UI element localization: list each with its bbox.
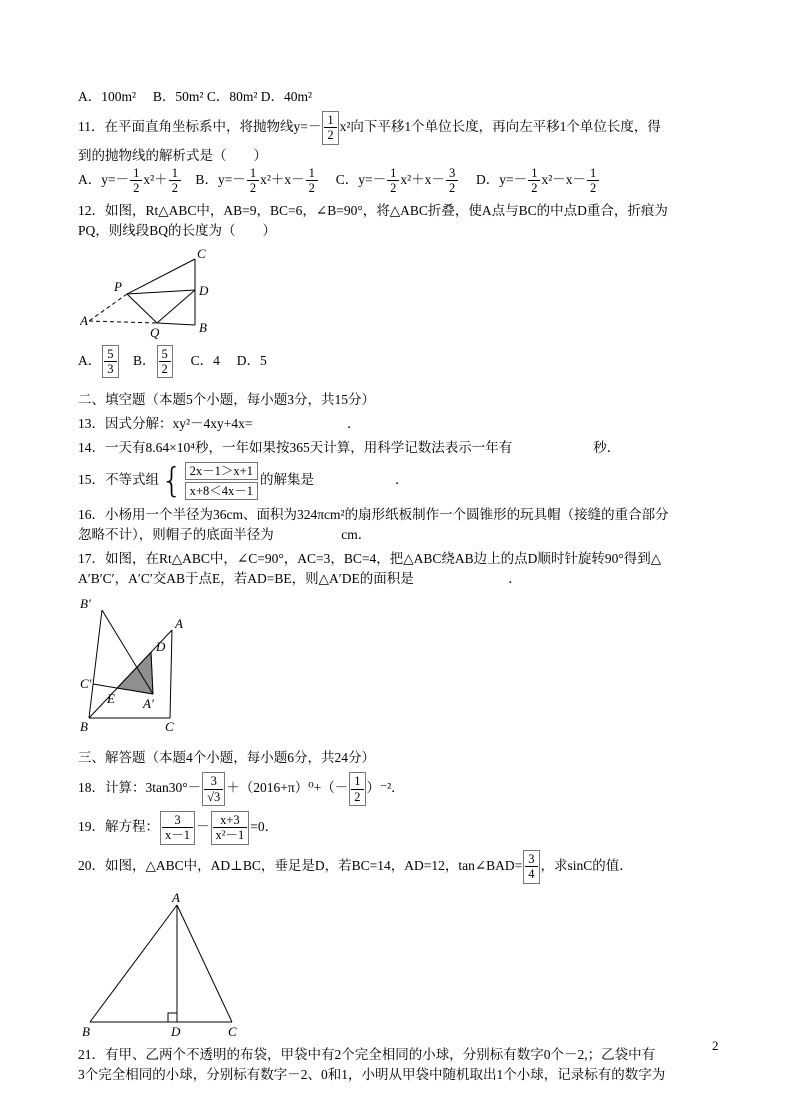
fraction-numerator: 1 [590,165,597,180]
point-label-D: D [171,1023,181,1039]
point-label-B-prime: B′ [80,596,91,612]
q12-options [78,345,723,379]
edge-CP [127,259,195,294]
text-run: 18．计算：3tan30°－ [78,780,202,796]
section-fill-blanks [78,390,723,409]
fraction-numerator: 5 [161,346,168,361]
text-run: A．y=－ [78,171,130,187]
text-run: 3个完全相同的小球，分别标有数字－2、0和1，小明从甲袋中随机取出1个小球，记录标有的数字为 [78,1066,666,1082]
point-label-C: C [197,245,206,261]
fraction [528,166,540,196]
fraction-numerator: 1 [390,165,397,180]
fraction-denominator: 3 [104,361,116,376]
text-run: PQ，则线段BQ的长度为（ ） [78,222,277,238]
edge-AQ-dashed [89,321,157,323]
q19 [78,811,723,845]
fraction [160,811,195,845]
edge-B'B [89,610,102,718]
system-row: 2x－1＞x+1 [185,462,258,480]
edge-AB [90,905,177,1022]
fraction [446,166,458,196]
fraction-denominator: 2 [169,180,181,195]
fraction-numerator: 1 [171,165,178,180]
q12-stem-1 [78,201,723,220]
point-label-E: E [107,691,115,707]
fraction-numerator: 3 [448,165,456,180]
text-run: 19．解方程： [78,818,159,834]
q14 [78,438,723,457]
fraction [202,772,225,806]
fraction-numerator: 3 [174,813,181,827]
text-run: 13．因式分解：xy²－4xy+4x= ． [78,416,361,432]
fraction-denominator: 2 [247,180,259,195]
text-run: 16．小杨用一个半径为36cm、面积为324πcm²的扇形纸板制作一个圆锥形的玩具帽（接缝的重合部分 [78,507,669,523]
exam-page-content [78,86,723,1085]
fraction [523,850,539,884]
figure-q17-rotated-triangle [80,594,215,736]
point-label-B: B [80,719,88,735]
edge-CA [177,905,232,1022]
triangle-edges [89,259,195,325]
text-run: ）⁻²． [366,780,405,796]
text-run: 15．不等式组 [78,472,159,488]
text-run: C．4 D．5 [173,352,267,368]
fraction-denominator: 2 [587,180,599,195]
text-run: 17．如图，在Rt△ABC中，∠C=90°，AC=3，BC=4，把△ABC绕AB边上的点D顺时针旋转90°得到△ [78,551,662,567]
point-label-P: P [114,278,122,294]
left-brace-icon: { [161,461,183,502]
fraction-numerator: 1 [308,165,315,180]
fraction [157,345,173,379]
triangle-edges [89,610,172,718]
fraction-denominator: x²－1 [213,827,248,842]
fraction-denominator: 2 [387,180,399,195]
text-run: 11．在平面直角坐标系中，将抛物线y=－ [78,118,322,134]
text-run: 到的抛物线的解析式是（ ） [78,147,267,163]
text-run: ，求sinC的值． [540,857,633,873]
block-q12opts-to-q17 [78,345,723,589]
q16-2 [78,525,723,544]
text-run: ＋（2016+π）⁰+（－ [226,780,349,796]
figure-q12-fold-triangle [80,246,230,341]
text-run: C．y=－ [318,171,387,187]
edge-PD [127,290,195,294]
q15 [78,462,723,500]
edge-QD [157,290,195,323]
fraction [306,166,318,196]
fraction [130,166,142,196]
fraction-numerator: 1 [531,165,538,180]
text-run: 三、解答题（本题4个小题，每小题6分，共24分） [78,750,375,766]
text-run: 14．一天有8.64×10⁴秒，一年如果按365天计算，用科学记数法表示一年有 秒． [78,440,621,456]
text-run: x²向下平移1个单位长度，再向左平移1个单位长度，得 [339,118,661,134]
q18 [78,772,723,806]
edge-PQ [127,294,157,323]
block-q10-to-q12 [78,87,723,240]
text-run: 20．如图，△ABC中，AD⊥BC，垂足是D，若BC=14，AD=12，tan∠BAD= [78,857,523,873]
fraction-numerator: x+3 [220,813,240,827]
fraction-denominator: 4 [525,866,537,881]
q17-1 [78,549,723,568]
fraction-numerator: 1 [327,113,334,127]
fraction [322,111,338,145]
point-label-B: B [82,1023,90,1039]
point-label-C-prime: C′ [80,676,92,692]
edge-CA [170,630,172,718]
text-run: A′B′C′，A′C′交AB于点E，若AD=BE，则△A′DE的面积是 ． [78,571,522,587]
triangle-edges [90,905,232,1022]
block-q18-to-q20 [78,748,723,883]
fraction-denominator: 2 [324,127,336,142]
fraction-numerator: 5 [107,346,114,361]
text-run: x²＋x－ [400,171,445,187]
text-run: B． [119,352,156,368]
fraction [102,345,118,379]
fraction-numerator: 3 [528,851,535,866]
text-run: =0． [250,818,279,834]
q16-1 [78,505,723,524]
system-row: x+8＜4x－1 [185,482,258,500]
point-labels [82,890,237,1039]
point-label-A-prime: A′ [143,696,154,712]
point-label-D: D [156,639,166,655]
inequality-system [161,462,258,500]
fraction-denominator: 2 [306,180,318,195]
fraction-numerator: 1 [354,774,361,789]
fraction [349,772,365,806]
q21-1 [78,1045,723,1064]
fraction [387,166,399,196]
point-label-C: C [165,719,174,735]
text-run: B．y=－ [181,171,246,187]
point-label-A: A [80,312,88,328]
q10-answer-options [78,87,723,106]
fraction [587,166,599,196]
q11-options [78,166,723,196]
text-run: A．100m² B．50m² C．80m² D．40m² [78,89,313,104]
fraction-denominator: 2 [351,789,363,804]
fraction-denominator: 2 [446,180,458,195]
text-run: 二、填空题（本题5个小题，每小题3分，共15分） [78,392,375,408]
section-solve [78,748,723,767]
fraction-denominator: 2 [159,361,171,376]
point-label-A: A [175,616,183,632]
text-run: 12．如图，Rt△ABC中，AB=9，BC=6，∠B=90°，将△ABC折叠，使A点与BC的中点D重合，折痕为 [78,202,668,218]
q21-2 [78,1065,723,1084]
text-run: x²－x－ [541,171,586,187]
text-run: 的解集是 ． [259,472,409,488]
q11-stem-1 [78,111,723,145]
point-label-C: C [228,1023,237,1039]
q20 [78,850,723,884]
right-angle-marker [168,1013,177,1022]
text-run: A． [78,352,102,368]
point-label-Q: Q [150,324,160,340]
text-run: 忽略不计），则帽子的底面半径为 cm． [78,527,372,543]
fraction [169,166,181,196]
shaded-triangle-A'DE [117,652,153,694]
fraction-numerator: 1 [133,165,140,180]
text-run: － [196,818,210,834]
fraction [211,811,250,845]
block-q21 [78,1045,723,1084]
text-run: 21．有甲、乙两个不透明的布袋，甲袋中有2个完全相同的小球，分别标有数字0个－2,；乙袋中有 [78,1046,656,1062]
fraction-numerator: 1 [249,165,257,180]
edge-PA-dashed [89,294,127,321]
figure-q20-altitude-triangle [80,890,265,1040]
q17-2 [78,569,723,588]
point-label-B: B [199,319,207,335]
system-rows [185,462,258,500]
q12-stem-2 [78,221,723,240]
text-run: x²＋ [143,171,168,187]
fraction-denominator: √3 [204,789,223,804]
fraction-denominator: 2 [130,180,142,195]
fraction-numerator: 3 [210,774,217,789]
edge-QB [157,323,195,325]
fraction-denominator: 2 [528,180,540,195]
fraction-denominator: x－1 [162,827,193,842]
point-label-A: A [172,889,180,905]
page-number: 2 [712,1038,719,1053]
text-run: D．y=－ [459,171,528,187]
q13 [78,414,723,433]
fraction [247,166,259,196]
point-label-D: D [199,282,209,298]
q11-stem-2 [78,146,723,165]
text-run: x²＋x－ [260,171,305,187]
